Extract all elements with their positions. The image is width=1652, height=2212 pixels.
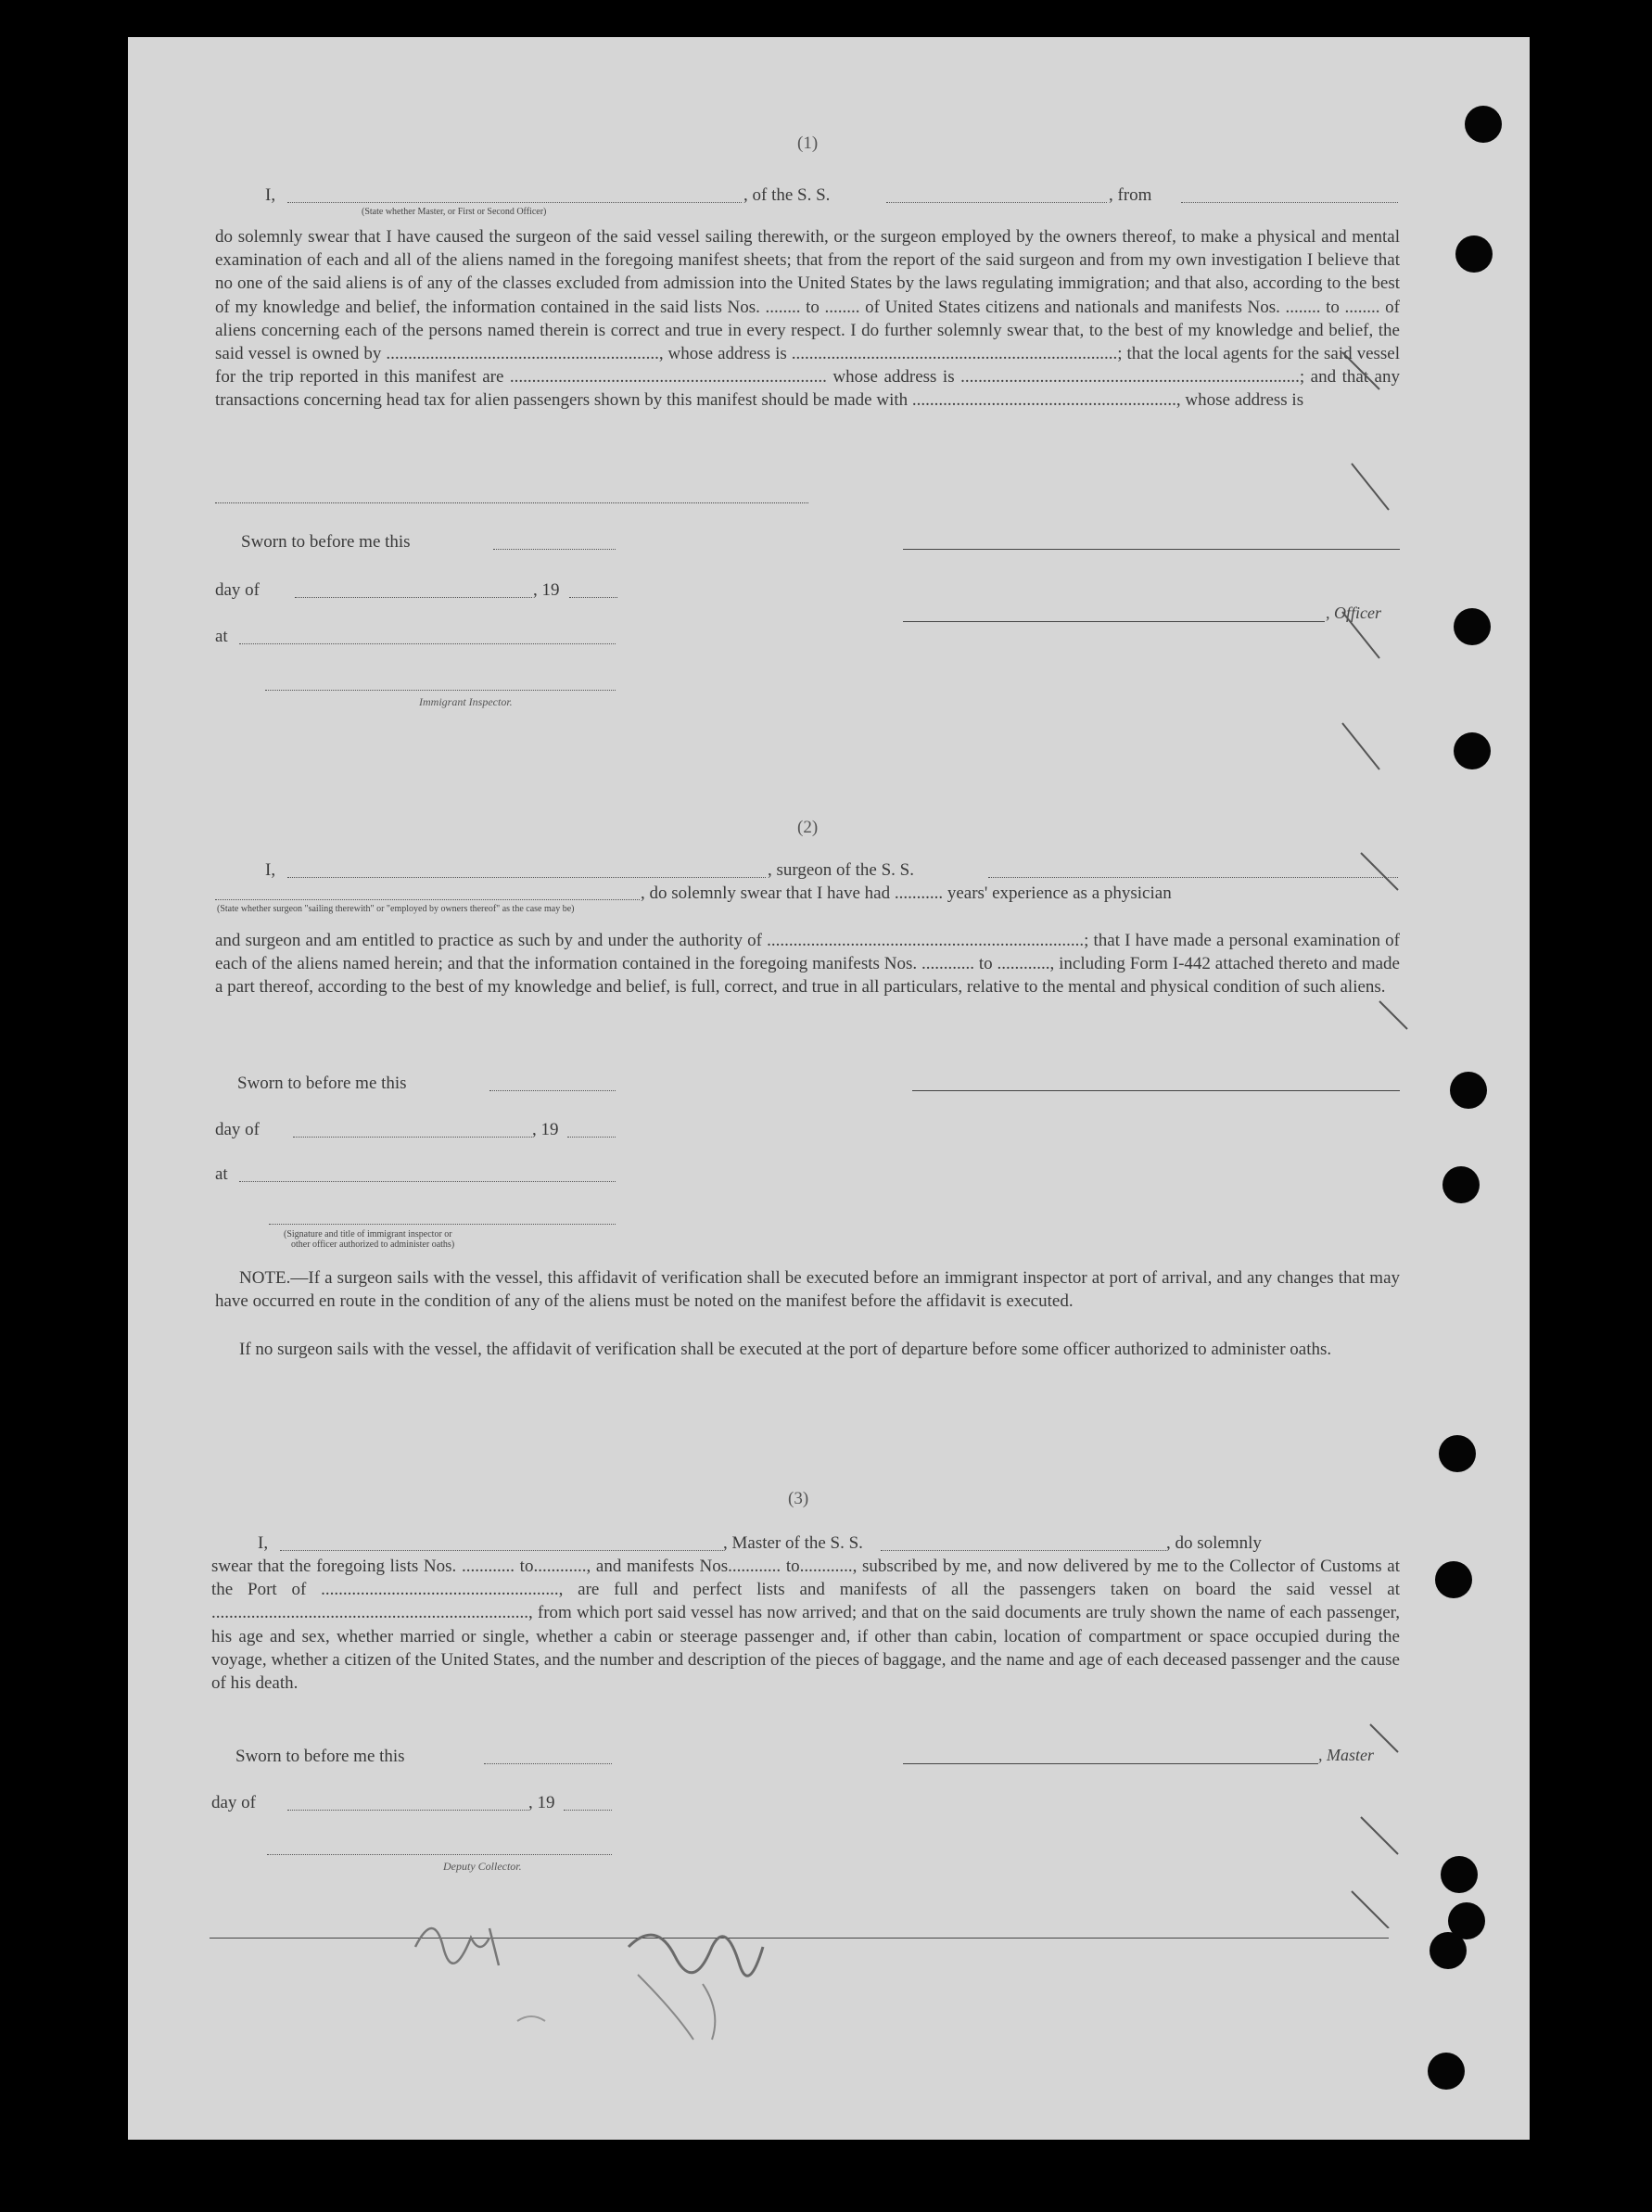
punch-hole (1455, 235, 1493, 273)
section-1-number: (1) (797, 133, 819, 153)
s1-day-label: day of (215, 580, 261, 600)
punch-hole (1454, 732, 1491, 769)
document-page (128, 37, 1530, 2140)
punch-hole (1435, 1561, 1472, 1598)
punch-hole (1465, 106, 1502, 143)
s3-day-label: day of (211, 1793, 257, 1812)
s1-inspector-line[interactable] (265, 690, 616, 691)
s1-inspector-caption: Immigrant Inspector. (419, 695, 513, 708)
s3-year-line[interactable] (564, 1810, 612, 1811)
s3-collector-line[interactable] (267, 1854, 612, 1855)
s3-day-line[interactable] (287, 1810, 528, 1811)
section-2-number: (2) (797, 818, 819, 837)
s2-oath-text: and surgeon and am entitled to practice as such by and under the authority of ........................................................................; that I have made a personal examination of each of the aliens named herein; and that the information contained in the foregoing manifests Nos. ............ to ............, including Form I-442 attached thereto and made a part thereof, according to the best of my knowledge and belief, is full, correct, and true in all particulars, relative to the mental and physical condition of such aliens. (215, 931, 1400, 998)
s2-year-line[interactable] (567, 1137, 616, 1138)
s1-year-line[interactable] (569, 597, 617, 598)
s3-master-title: , Master (1318, 1746, 1374, 1764)
s2-sworn-label: Sworn to before me this (237, 1074, 407, 1093)
s1-at-label: at (215, 627, 228, 646)
s1-from-label: , from (1109, 185, 1152, 205)
s2-experience-text: , do solemnly swear that I have had ........... years' experience as a physician (641, 884, 1172, 903)
s1-officer-line[interactable] (903, 621, 1325, 622)
s2-surgeon-label: , surgeon of the S. S. (768, 860, 914, 880)
s3-master-signature-line[interactable] (903, 1763, 1318, 1764)
s2-i-label: I, (265, 860, 276, 880)
s2-sworn-line[interactable] (489, 1090, 616, 1091)
s3-sworn-label: Sworn to before me this (235, 1747, 405, 1766)
s2-note-1: NOTE.—If a surgeon sails with the vessel, this affidavit of verification shall be executed before an immigrant inspector at port of arrival, and any changes that may have occurred en route in the condition of any of the aliens must be noted on the manifest before the affidavit is executed. (215, 1268, 1400, 1312)
s3-year-label: , 19 (528, 1793, 555, 1812)
s2-at-line[interactable] (239, 1181, 616, 1182)
s3-i-label: I, (258, 1533, 269, 1553)
s1-role-caption: (State whether Master, or First or Second Officer) (362, 207, 547, 217)
s1-sworn-line[interactable] (493, 549, 616, 550)
s2-signature-title-line[interactable] (269, 1224, 616, 1225)
s2-day-line[interactable] (293, 1137, 532, 1138)
punch-hole (1428, 2053, 1465, 2090)
s2-at-label: at (215, 1164, 228, 1184)
s1-oath-text: do solemnly swear that I have caused the surgeon of the said vessel sailing therewith, or the surgeon employed by the owners thereof, to make a physical and mental examination of each and all of the aliens named in the foregoing manifest sheets; that from the report of the said surgeon and from my own investigation I believe that no one of the said aliens is of any of the classes excluded from admission into the United States by the laws regulating immigration; and that also, according to the best of my knowledge and belief, the information contained in the said lists Nos. ........ to ........ of United States citizens and nationals and manifests Nos. ........ to ........ of aliens concerning each of the persons named therein is correct and true in every respect. I do further solemnly swear that, to the best of my knowledge and belief, the said vessel is owned by .............................................................., whose address is ..........................................................................; that the local agents for the said vessel for the trip reported in this manifest are ........................................................................ whose address is .............................................................................; and that any transactions concerning head tax for alien passengers shown by this manifest should be made with ............................................................, whose address is (215, 227, 1400, 411)
s1-i-label: I, (265, 185, 276, 205)
section-3-number: (3) (788, 1489, 809, 1508)
s1-underline (215, 502, 808, 503)
punch-hole (1454, 608, 1491, 645)
punch-hole (1441, 1856, 1478, 1893)
s3-name-line[interactable] (280, 1550, 723, 1551)
s1-day-line[interactable] (295, 597, 532, 598)
s3-collector-caption: Deputy Collector. (443, 1860, 522, 1873)
s1-sworn-label: Sworn to before me this (241, 532, 411, 552)
punch-hole (1430, 1932, 1467, 1969)
punch-hole (1450, 1072, 1487, 1109)
s2-signature-caption-2: other officer authorized to administer oaths) (291, 1239, 455, 1250)
s2-role-caption: (State whether surgeon "sailing therewith" or "employed by owners thereof" as the case may be) (217, 904, 575, 914)
s3-sworn-line[interactable] (484, 1763, 612, 1764)
s2-signature-caption-1: (Signature and title of immigrant inspector or (284, 1229, 452, 1239)
handwritten-signature-marks (406, 1891, 851, 2077)
s2-year-label: , 19 (532, 1120, 559, 1139)
s2-name-line[interactable] (287, 877, 766, 878)
s2-note-2: If no surgeon sails with the vessel, the affidavit of verification shall be executed at the port of departure before some officer authorized to administer oaths. (239, 1340, 1332, 1359)
s1-of-ss-label: , of the S. S. (743, 185, 831, 205)
s3-ship-line[interactable] (881, 1550, 1166, 1551)
margin-tick-marks (1324, 334, 1435, 1928)
s1-name-line[interactable] (287, 202, 742, 203)
s1-at-line[interactable] (239, 643, 616, 644)
s3-solemnly-label: , do solemnly (1166, 1533, 1262, 1553)
s1-ship-line[interactable] (886, 202, 1107, 203)
s3-oath-text: swear that the foregoing lists Nos. ............ to............, and manifests Nos............ to............, subscribed by me, and now delivered by me to the Collector of Customs at the Port of ......................................................, are full and perfect lists and manifests of all the passengers taken on board the said vessel at ........................................................................, from which port said vessel has now arrived; and that on the said documents are truly shown the name of each passenger, his age and sex, whether married or single, whether a cabin or steerage passenger and, if other than cabin, location of compartment or space occupied during the voyage, whether a citizen of the United States, and the number and description of the pieces of baggage, and the name and age of each deceased passenger and the cause of his death. (211, 1557, 1400, 1694)
s1-year-label: , 19 (533, 580, 560, 600)
punch-hole (1442, 1166, 1480, 1203)
punch-hole (1439, 1435, 1476, 1472)
s1-from-line[interactable] (1181, 202, 1398, 203)
s1-officer-label: , Officer (1326, 604, 1381, 622)
s3-master-label: , Master of the S. S. (723, 1533, 863, 1553)
s2-day-label: day of (215, 1120, 261, 1139)
s2-role-line[interactable] (215, 899, 640, 900)
